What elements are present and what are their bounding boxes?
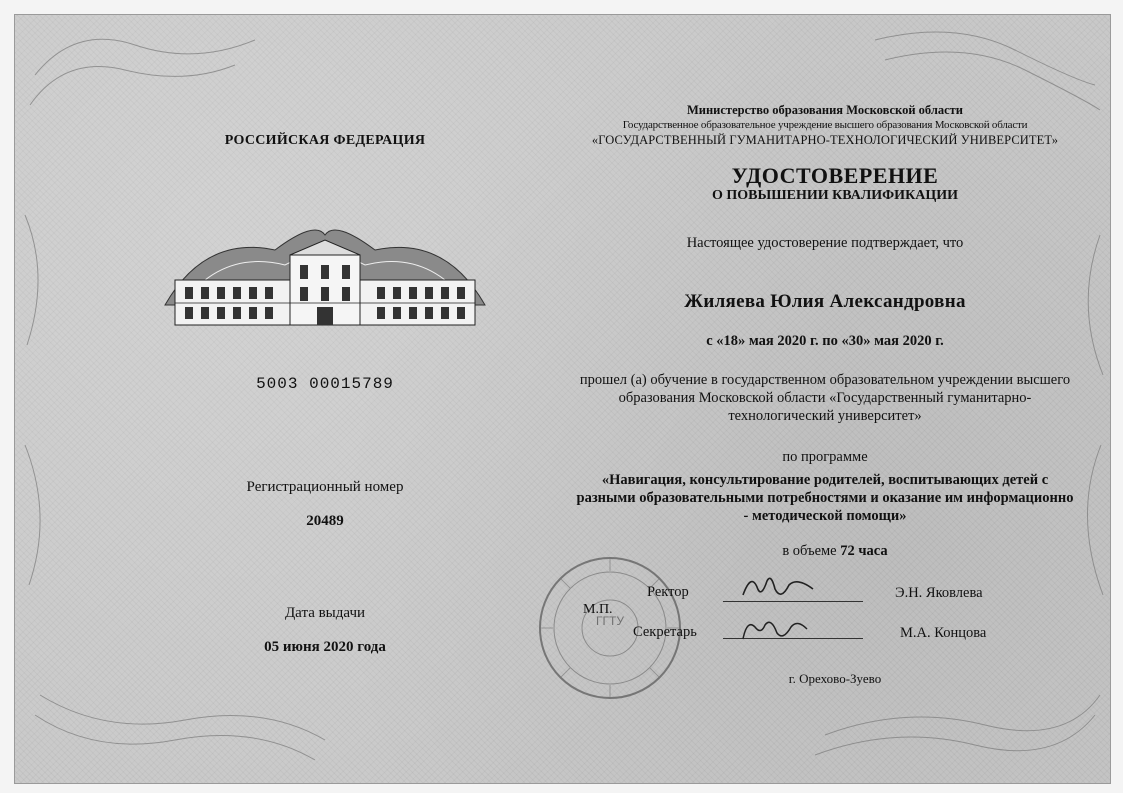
registration-number-label: Регистрационный номер (246, 479, 404, 495)
rector-name: Э.Н. Яковлева (895, 585, 983, 601)
issue-date: 05 июня 2020 года (264, 639, 386, 655)
university-building-emblem (145, 195, 505, 345)
hours-prefix: в объеме (782, 543, 841, 559)
institution-full-name: Государственное образовательное учреждение высшего образования Московской области (622, 119, 1028, 131)
training-hours (715, 543, 955, 560)
registration-number: 20489 (306, 513, 344, 529)
hours-value: 72 часа (840, 543, 888, 559)
seal-center-text: ГГТУ (596, 614, 624, 628)
training-statement: прошел (а) обучение в государственном образовательном учреждении высшего образования Московской области «Государственный гуманитарно-технологический университет» (579, 372, 1071, 424)
confirmation-text: Настоящее удостоверение подтверждает, что (686, 235, 964, 251)
serial-number: 5003 00015789 (256, 375, 394, 393)
secretary-name: М.А. Концова (900, 625, 987, 641)
document-title: УДОСТОВЕРЕНИЕ (731, 163, 939, 188)
rector-role-label: Ректор (647, 584, 689, 600)
stamp-place-label: М.П. (583, 602, 613, 617)
secretary-signature (735, 615, 815, 645)
rector-signature (733, 567, 823, 607)
document-subtitle: О ПОВЫШЕНИИ КВАЛИФИКАЦИИ (711, 188, 959, 203)
ministry-heading: Министерство образования Московской области (686, 103, 964, 117)
secretary-role-label: Секретарь (633, 624, 697, 640)
institution-name: «ГОСУДАРСТВЕННЫЙ ГУМАНИТАРНО-ТЕХНОЛОГИЧЕСКИЙ УНИВЕРСИТЕТ» (591, 133, 1059, 147)
certificate-sheet (14, 14, 1111, 784)
program-label: по программе (782, 449, 868, 465)
program-name: «Навигация, консультирование родителей, воспитывающих детей с разными образовательными потребностями и оказание им информационно - методической помощи» (576, 472, 1074, 524)
training-period: с «18» мая 2020 г. по «30» мая 2020 г. (706, 333, 944, 349)
country-heading: РОССИЙСКАЯ ФЕДЕРАЦИЯ (224, 133, 426, 148)
issue-city: г. Орехово-Зуево (788, 671, 882, 686)
holder-name: Жиляева Юлия Александровна (684, 291, 966, 312)
issue-date-label: Дата выдачи (284, 605, 366, 621)
